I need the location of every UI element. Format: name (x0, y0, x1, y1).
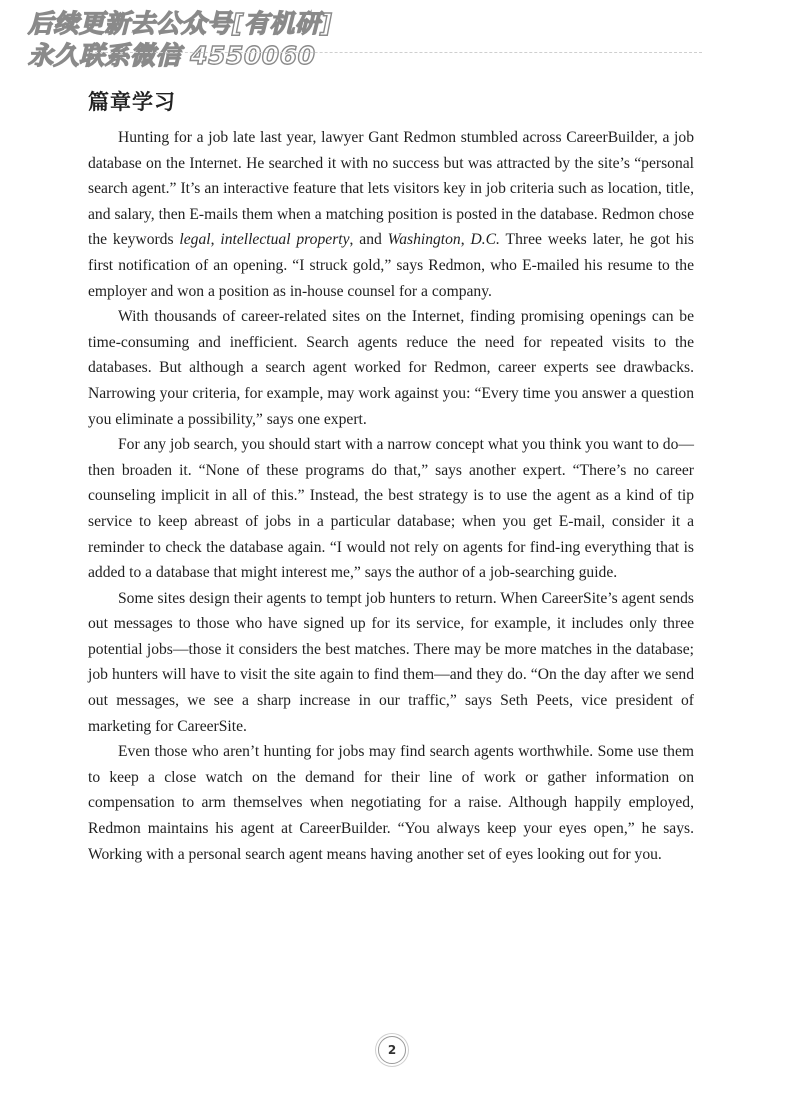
keyword-washington: Washington (387, 231, 461, 249)
keyword-dc: D.C. (470, 231, 500, 249)
paragraph-1-text-a: Hunting for a job late last year, lawyer Gant Redmon stumbled across CareerBuilder, a job database on the Internet. He searched it with no success but was attracted by the site’s “personal search agent.” It’s an interactive feature that lets visitors key in job criteria such as location, title, and salary, then E-mails them when a matching position is posted in the database. Redmon chose the keywords (88, 129, 694, 249)
paragraph-1-sep-2: , and (349, 231, 388, 249)
paragraph-1-sep-1: , (210, 231, 221, 249)
watermark (28, 8, 348, 72)
article-body (88, 125, 694, 867)
paragraph-1 (88, 125, 694, 304)
page-number-badge: 2 (378, 1036, 406, 1064)
paragraph-1-sep-3: , (460, 231, 471, 249)
watermark-line-1: 后续更新去公众号[有机研] (28, 9, 333, 38)
paragraph-4: Some sites design their agents to tempt job hunters to return. When CareerSite’s agent sends out messages to those who have signed up for its service, for example, it includes only three potential jobs—those it considers the best matches. There may be more matches in the database; job hunters will have to visit the site again to find them—and they do. “On the day after we send out messages, we see a sharp increase in our traffic,” says Seth Peets, vice president of marketing for CareerSite. (88, 589, 694, 735)
paragraph-1-text-b: Three weeks later, he got his first notification of an opening. “I struck gold,” says Redmon, who E-mailed his resume to the employer and won a position as in-house counsel for a company. (88, 231, 695, 300)
paragraph-5: Even those who aren’t hunting for jobs may find search agents worthwhile. Some use them to keep a close watch on the demand for their line of work or gather information on compensation to arm themselves when negotiating for a raise. Although happily employed, Redmon maintains his agent at CareerBuilder. “You always keep your eyes open,” he says. Working with a personal search agent means having another set of eyes looking out for you. (88, 743, 694, 863)
keyword-intellectual-property: intellectual property (220, 231, 350, 249)
paragraph-2: With thousands of career-related sites on the Internet, finding promising openings can be time-consuming and inefficient. Search agents reduce the need for repeated visits to the databases. But although a search agent worked for Redmon, career experts see drawbacks. Narrowing your criteria, for example, may work against you: “Every time you answer a question you eliminate a possibility,” says one expert. (88, 308, 694, 428)
paragraph-3: For any job search, you should start with a narrow concept what you think you want to do—then broaden it. “None of these programs do that,” says another expert. “There’s no career counseling implicit in all of this.” Instead, the best strategy is to use the agent as a kind of tip service to keep abreast of jobs in a particular database; when you get E-mail, consider it a reminder to check the database again. “I would not rely on agents for find-ing everything that is added to a database that might interest me,” says the author of a job-searching guide. (88, 436, 694, 582)
watermark-line-2: 永久联系微信 4550060 (28, 41, 316, 70)
header-divider (90, 52, 702, 53)
section-title: 篇章学习 (88, 90, 176, 114)
keyword-legal: legal (179, 231, 211, 249)
